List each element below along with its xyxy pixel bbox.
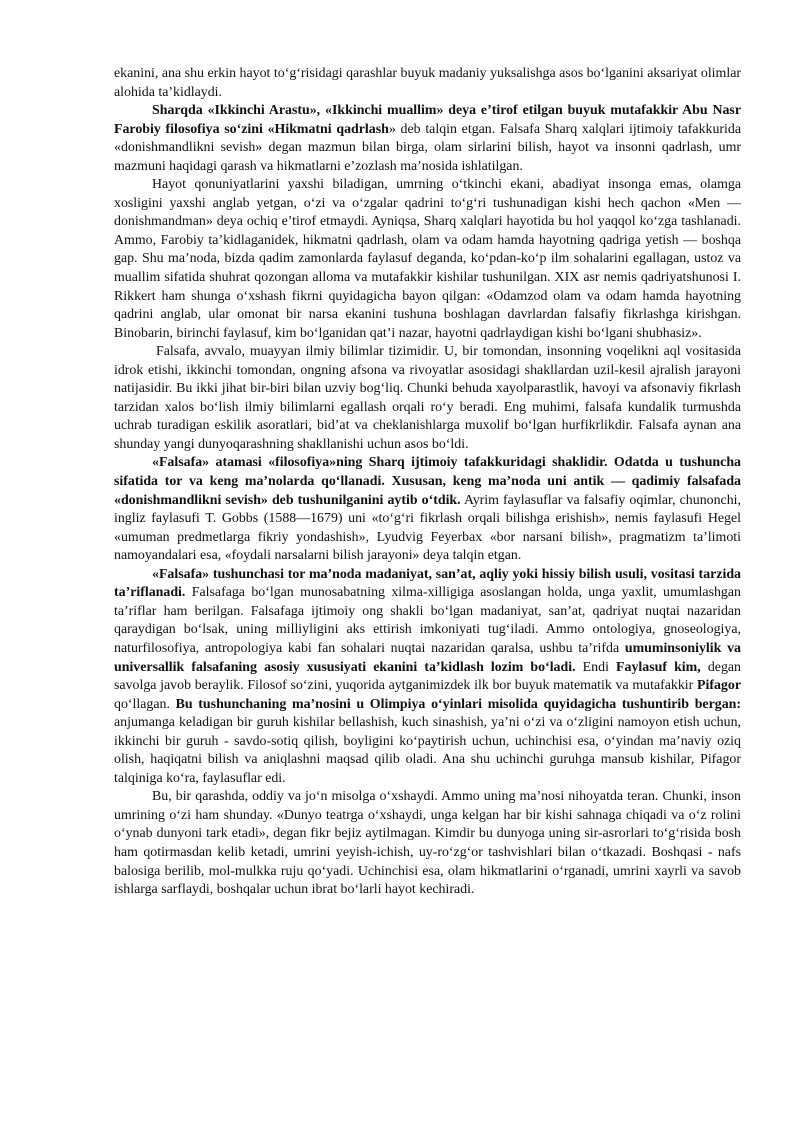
text-span: Hayot qonuniyatlarini yaxshi biladigan, umrning o‘tkinchi ekani, abadiyat insonga emas, olamga xosligini yaxshi anglab yetgan, o‘zi va o‘zgalar qadrini to‘g‘ri tushunadigan kishi hech qachon «Men — donishmandman» deya ochiq e’tirof etmaydi. Ayniqsa, Sharq xalqlari hayotida bu hol yaqqol ko‘zga tashlanadi. Ammo, Farobiy ta’kidlaganidek, hikmatni qadrlash, olam va odam hamda hayotning qadriga yetish — boshqa gap. Shu ma’noda, bizda qadim zamonlarda faylasuf deganda, ko‘pdan-ko‘p ilm sohalarini egallagan, ustoz va muallim sifatida shuhrat qozongan alloma va mutafakkir kishilar tushunilgan. XIX asr nemis qadriyatshunosi I. Rikkert ham shunga o‘xshash fikrni quyidagicha bayon qilgan: «Odamzod olam va odam hamda hayotning qadrini anglab, ular omonat bir narsa ekanini tushuna boshlagan davrlardan falsafiy fikrlashga kirishgan. Binobarin, birinchi faylasuf, kim bo‘lganidan qat’i nazar, hayotni qadrlaydigan kishi bo‘lgani shubhasiz».	[114, 177, 741, 341]
bold-text-span: umuminsoniylik va universallik falsafaning asosiy xususiyati ekanini ta’kidlash lozim bo‘ladi.	[114, 640, 741, 675]
text-span: anjumanga keladigan bir guruh kishilar bellashish, kuch sinashish, ya’ni o‘zi va o‘zligini namoyon etish uchun, ikkinchi bir guruh - savdo-sotiq qilish, boyligini ko‘paytirish uchun, uchinchisi esa, o‘yindan ma’naviy oziq olish, haqiqatni bilish va aniqlashni maqsad qilib oladi. Ana shu uchinchi guruhga mansub kishilar, Pifagor talqiniga ko‘ra, faylasuflar edi.	[114, 715, 741, 786]
bold-text-span: «Falsafa» atamasi «filosofiya»ning Sharq ijtimoiy tafakkuridagi shaklidir. Odatda u tushuncha sifatida tor va keng ma’nolarda qo‘llanadi. Xususan, keng ma’noda uni antik — qadimiy falsafada «donishmandlikni sevish» deb tushunilganini aytib o‘tdik.	[114, 455, 741, 508]
text-span: Bu, bir qarashda, oddiy va jo‘n misolga o‘xshaydi. Ammo uning ma’nosi nihoyatda teran. Chunki, inson umrining o‘zi ham shunday. «Dunyo teatrga o‘xshaydi, unga kelgan har bir kishi sahnaga chiqadi va o‘z rolini o‘ynab dunyoni tark etadi», degan fikr bejiz aytilmagan. Kimdir bu dunyoga uning sir-asrorlari to‘g‘risida bosh ham qotirmasdan kelib ketadi, umrini yeyish-ichish, uy-ro‘zg‘or tashvishlari bilan o‘tkazadi. Boshqasi - nafs balosiga berilib, mol-mulkka ruju qo‘yadi. Uchinchisi esa, olam hikmatlarini o‘rganadi, umrini xayrli va savob ishlarga sarflaydi, boshqalar uchun ibrat bo‘larli hayot kechiradi.	[114, 789, 741, 898]
paragraph-1	[114, 65, 741, 102]
paragraph-2	[114, 102, 741, 176]
text-span: Ayrim faylasuflar va falsafiy oqimlar, chunonchi, ingliz faylasufi T. Gobbs (1588—1679) uni «to‘g‘ri fikrlash orqali bilishga erishish», nemis faylasufi Hegel «umuman predmetlarga fikriy yondashish», Lyudvig Feyerbax «bor narsani bilish», pragmatizm ta’limoti namoyandalari esa, «foydali narsalarni bilish jarayoni» deya talqin etgan.	[114, 492, 741, 564]
bold-text-span: Bu tushunchaning ma’nosini u Olimpiya o‘yinlari misolida quyidagicha tushuntirib bergan:	[175, 696, 741, 712]
document-page	[114, 65, 741, 900]
paragraph-6	[114, 566, 741, 789]
text-span: Endi	[575, 659, 617, 675]
text-span: Falsafaga bo‘lgan munosabatning xilma-xilligiga asoslangan holda, unga yaxlit, umumlashgan ta’riflar ham berilgan. Falsafaga ijtimoiy ong shakli bo‘lgan madaniyat, san’at, qadriyat nuqtai nazaridan qaraydigan bo‘lsak, uning milliyligini aks ettirish imkoniyati tug‘iladi. Ammo ontologiya, gnoseologiya, naturfilosofiya, antropologiya kabi fan sohalari nuqtai nazaridan qaralsa, ushbu ta’rifda	[114, 585, 741, 656]
text-span: ekanini, ana shu erkin hayot to‘g‘risidagi qarashlar buyuk madaniy yuksalishga asos bo‘lganini aksariyat olimlar alohida ta’kidlaydi.	[114, 66, 741, 100]
text-span: » deb talqin etgan. Falsafa Sharq xalqlari ijtimoiy tafakkurida «donishmandlikni sevish» degan mazmun bilan birga, olam sirlarini bilish, hayot va insonni qadrlash, umr mazmuni haqidagi qarash va hikmatlarni e’zozlash ma’nosida ishlatilgan.	[114, 121, 742, 174]
bold-text-span: «Falsafa» tushunchasi tor ma’noda madaniyat, san’at, aqliy yoki hissiy bilish usuli, vositasi tarzida ta’riflanadi.	[114, 566, 741, 601]
paragraph-4	[114, 343, 741, 454]
paragraph-7	[114, 788, 741, 899]
paragraph-3	[114, 176, 741, 343]
bold-text-span: Faylasuf kim,	[616, 659, 701, 675]
text-span: degan savolga javob beraylik. Filosof so‘zini, yuqorida aytganimizdek ilk bor buyuk matematik va mutafakkir	[114, 659, 741, 694]
bold-text-span: Sharqda «Ikkinchi Arastu», «Ikkinchi muallim» deya e’tirof etilgan buyuk mutafakkir Abu Nasr Farobiy filosofiya so‘zini «Hikmatni qadrlash	[114, 103, 741, 137]
paragraph-5	[114, 454, 741, 565]
bold-text-span: Pifagor	[697, 678, 741, 694]
text-span: Falsafa, avvalo, muayyan ilmiy bilimlar tizimidir. U, bir tomondan, insonning voqelikni aql vositasida idrok etishi, ikkinchi tomondan, ongning afsona va rivoyatlar asosidagi shakllardan uzil-kesil ajralish jarayoni natijasidir. Bu ikki jihat bir-biri bilan uzviy bog‘liq. Chunki behuda xayolparastlik, havoyi va afsonaviy fikrlash tarzidan xalos bo‘lish ilmiy bilimlarni egallash orqali ro‘y beradi. Eng muhimi, falsafa kundalik turmushda uchrab turadigan eskilik asoratlari, bid’at va cheklanishlarga muxolif bo‘lgan hurfikrlikdir. Falsafa aynan ana shunday yangi dunyoqarashning shakllanishi uchun asos bo‘ldi.	[114, 344, 741, 452]
text-span: qo‘llagan.	[114, 696, 176, 712]
